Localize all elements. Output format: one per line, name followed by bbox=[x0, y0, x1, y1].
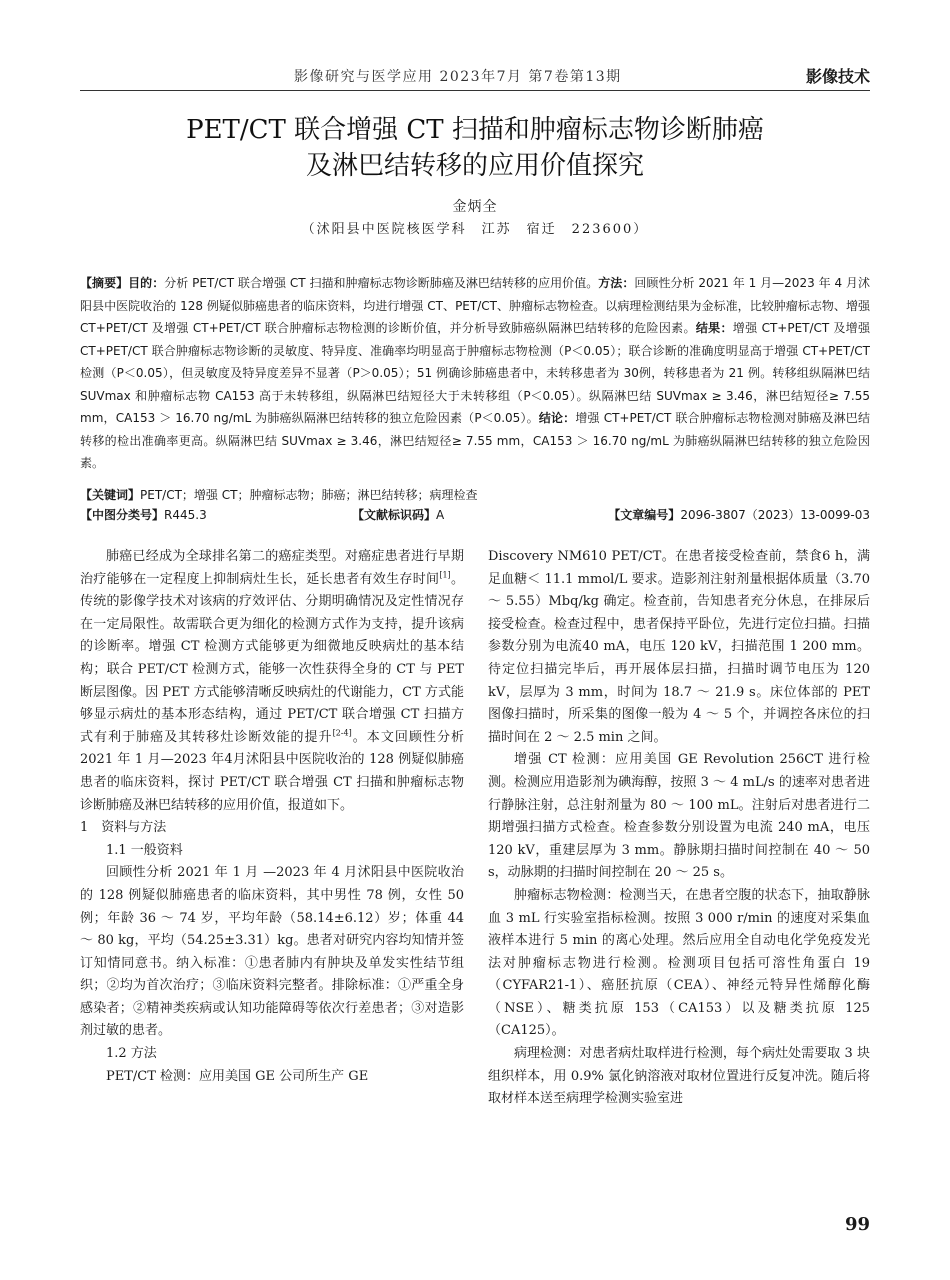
result-text: 增强 CT+PET/CT 及增强 CT+PET/CT 联合肿瘤标志物诊断的灵敏度、特异度、准确率均明显高于肿瘤标志物检测（P＜0.05）；联合诊断的准确度明显高于增强 CT+PET/CT 检测（P＜0.05），但灵敏度及特异度差异不显著（P＞0.05）；51 例确诊肺癌患者中，未转移患者为 30例，转移患者为 21 例。转移组纵隔淋巴结 SUVmax 和肿瘤标志物 CA153 高于未转移组，纵隔淋巴结短径大于未转移组（P＜0.05）。纵隔淋巴结 SUVmax ≥ 3.46，淋巴结短径≥ 7.55 mm，CA153 ＞ 16.70 ng/mL 为肺癌纵隔淋巴结转移的独立危险因素（P＜0.05）。 bbox=[80, 321, 870, 425]
clc-value: R445.3 bbox=[164, 508, 207, 522]
general-data-paragraph: 回顾性分析 2021 年 1 月 —2023 年 4 月沭阳县中医院收治的 128 例疑似肺癌患者的临床资料，其中男性 78 例，女性 50 例；年龄 36 ～ 74 岁，平均年龄（58.14±6.12）岁；体重 44 ～ 80 kg，平均（54.25±3.31）kg。患者对研究内容均知情并签订知情同意书。纳入标准：①患者肺内有肿块及单发实性结节组织；②均为首次治疗；③临床资料完整者。排除标准：①严重全身感染者；②精神类疾病或认知功能障碍等依次行差患者；③对造影剂过敏的患者。 bbox=[80, 865, 464, 1039]
petct-paragraph-cont: Discovery NM610 PET/CT。在患者接受检查前，禁食6 h，满足血糖＜ 11.1 mmol/L 要求。造影剂注射剂量根据体质量（3.70 ～ 5.55）Mbq/kg 确定。检查前，告知患者充分休息，在排尿后接受检查。检查过程中，患者保持平卧位，先进行定位扫描。扫描参数分别为电流40 mA，电压 120 kV，扫描范围 1 200 mm。待定位扫描完毕后，再开展体层扫描，扫描时调节电压为 120 kV，层厚为 3 mm，时间为 18.7 ～ 21.9 s。床位体部的 PET 图像扫描时，所采集的图像一般为 4 ～ 5 个，并调控各床位的扫描时间在 2 ～ 2.5 min 之间。 bbox=[488, 549, 870, 745]
objective-label: 目的： bbox=[128, 276, 165, 290]
doc-code bbox=[352, 506, 444, 523]
petct-paragraph-start: PET/CT 检测：应用美国 GE 公司所生产 GE bbox=[106, 1068, 369, 1084]
intro-text-b: 。传统的影像学技术对该病的疗效评估、分期明确情况及定性情况存在一定局限性。故需联合更为细化的检测方式作为支持，提升该病的诊断率。增强 CT 检测方式能够更为细微地反映病灶的基本结构；联合 PET/CT 检测方式，能够一次性获得全身的 CT 与 PET 断层图像。因 PET 方式能够清晰反映病灶的代谢能力，CT 方式能够显示病灶的基本形态结构，通过 PET/CT 联合增强 CT 扫描方式有利于肺癌及其转移灶诊断效能的提升 bbox=[80, 571, 464, 745]
title-line-1: PET/CT 联合增强 CT 扫描和肿瘤标志物诊断肺癌 bbox=[186, 115, 764, 145]
section-heading-1: 1 资料与方法 bbox=[80, 820, 167, 836]
affiliation: （沭阳县中医院核医学科 江苏 宿迁 223600） bbox=[301, 222, 649, 237]
title-line-2: 及淋巴结转移的应用价值探究 bbox=[305, 151, 644, 181]
pathology-paragraph: 病理检测：对患者病灶取样进行检测，每个病灶处需要取 3 块组织样本，用 0.9% 氯化钠溶液对取材位置进行反复冲洗。随后将取材样本送至病理学检测实验室进 bbox=[488, 1046, 870, 1107]
page-number: 99 bbox=[844, 1214, 870, 1235]
keywords-text: PET/CT；增强 CT；肿瘤标志物；肺癌；淋巴结转移；病理检查 bbox=[140, 488, 478, 502]
left-column bbox=[80, 546, 464, 1088]
method-label: 方法： bbox=[598, 276, 635, 290]
abstract bbox=[80, 272, 870, 475]
clc-number bbox=[80, 506, 207, 523]
keywords bbox=[80, 484, 870, 506]
subsection-heading-1-2: 1.2 方法 bbox=[106, 1046, 157, 1062]
running-header bbox=[80, 64, 870, 90]
keywords-label: 【关键词】 bbox=[80, 488, 141, 502]
author: 金炳全 bbox=[452, 199, 498, 215]
objective-text: 分析 PET/CT 联合增强 CT 扫描和肿瘤标志物诊断肺癌及淋巴结转移的应用价值。 bbox=[164, 276, 599, 290]
conclusion-text: 增强 CT+PET/CT 联合肿瘤标志物检测对肺癌及淋巴结转移的检出准确率更高。纵隔淋巴结 SUVmax ≥ 3.46，淋巴结短径≥ 7.55 mm，CA153 ＞ 16.70 ng/mL 为肺癌纵隔淋巴结转移的独立危险因素。 bbox=[80, 411, 870, 470]
art-label: 【文章编号】 bbox=[608, 508, 681, 522]
citation-1: [1] bbox=[439, 570, 451, 580]
result-label: 结果： bbox=[695, 321, 733, 335]
column-name: 影像技术 bbox=[805, 67, 870, 86]
doc-label: 【文献标识码】 bbox=[352, 508, 437, 522]
subsection-heading-1-1: 1.1 一般资料 bbox=[106, 842, 183, 858]
right-column bbox=[488, 546, 870, 1111]
clc-label: 【中图分类号】 bbox=[80, 508, 165, 522]
tumor-marker-paragraph: 肿瘤标志物检测：检测当天，在患者空腹的状态下，抽取静脉血 3 mL 行实验室指标检测。按照 3 000 r/min 的速度对采集血液样本进行 5 min 的离心处理。然后应用全自动电化学免疫发光法对肿瘤标志物进行检测。检测项目包括可溶性角蛋白 19（CYFAR21-1）、癌胚抗原（CEA）、神经元特异性烯醇化酶（NSE）、糖类抗原 153（CA153）以及糖类抗原 125（CA125）。 bbox=[488, 887, 870, 1039]
art-value: 2096-3807（2023）13-0099-03 bbox=[680, 508, 870, 522]
classification-row bbox=[80, 506, 870, 528]
header-rule bbox=[80, 90, 870, 91]
article-title bbox=[80, 112, 870, 184]
intro-text-c: 。本文回顾性分析 2021 年 1 月—2023 年4月沭阳县中医院收治的 128 例疑似肺癌患者的临床资料，探讨 PET/CT 联合增强 CT 扫描和肿瘤标志物诊断肺癌及淋巴结转移的应用价值，报道如下。 bbox=[80, 729, 464, 813]
conclusion-label: 结论： bbox=[538, 411, 576, 425]
citation-2-4: [2-4] bbox=[332, 728, 352, 738]
abstract-label: 【摘要】 bbox=[80, 276, 129, 290]
article-number bbox=[608, 506, 870, 523]
intro-paragraph bbox=[80, 546, 464, 817]
doc-value: A bbox=[436, 508, 445, 522]
intro-text-a: 肺癌已经成为全球排名第二的癌症类型。对癌症患者进行早期治疗能够在一定程度上抑制病灶生长，延长患者有效生存时间 bbox=[80, 549, 464, 587]
journal-info: 影像研究与医学应用 2023年7月 第7卷第13期 bbox=[294, 69, 622, 85]
method-text: 回顾性分析 2021 年 1 月—2023 年 4 月沭阳县中医院收治的 128 例疑似肺癌患者的临床资料，均进行增强 CT、PET/CT、肿瘤标志物检查。以病理检测结果为金标准，比较肿瘤标志物、增强 CT+PET/CT 及增强 CT+PET/CT 联合肿瘤标志物检测的诊断价值，并分析导致肺癌纵隔淋巴结转移的危险因素。 bbox=[80, 276, 870, 335]
enhanced-ct-paragraph: 增强 CT 检测：应用美国 GE Revolution 256CT 进行检测。检测应用造影剂为碘海醇，按照 3 ～ 4 mL/s 的速率对患者进行静脉注射，总注射剂量为 80 ～ 100 mL。注射后对患者进行二期增强扫描方式检查。检查参数分别设置为电流 240 mA，电压 120 kV，重建层厚为 3 mm。静脉期扫描时间控制在 40 ～ 50 s，动脉期的扫描时间控制在 20 ～ 25 s。 bbox=[488, 752, 870, 881]
